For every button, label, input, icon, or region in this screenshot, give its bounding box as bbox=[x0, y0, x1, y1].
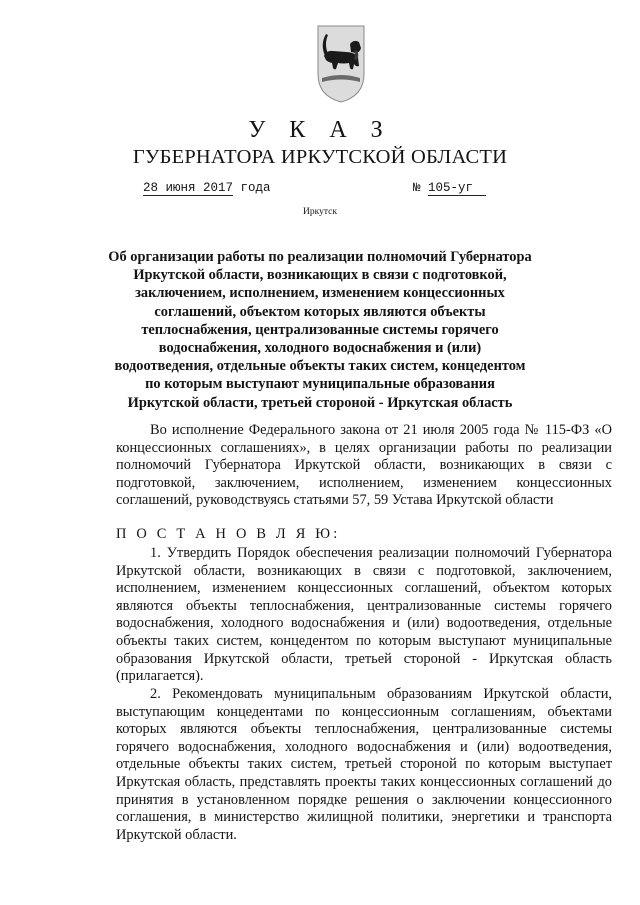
decree-subtitle: ГУБЕРНАТОРА ИРКУТСКОЙ ОБЛАСТИ bbox=[132, 146, 508, 168]
decree-preamble bbox=[116, 422, 612, 510]
decree-place: Иркутск bbox=[303, 207, 337, 217]
decree-item-1 bbox=[116, 545, 612, 686]
item-2-text: 2. Рекомендовать муниципальным образованиям Иркутской области, выступающим концедентами по концессионным соглашениям, объектами которых являются объекты теплоснабжения, централизованные системы горячего водоснабжения, холодного водоснабжения и (или) водоотведения, отдельные объекты таких систем, третьей стороной по которым выступает Иркутская область, представлять проекты таких концессионных соглашений до принятия в установленном порядке решения о заключении концессионного соглашения, в министерство жилищной политики, энергетики и транспорта Иркутской области. bbox=[116, 686, 612, 843]
decree-number: 105-уг bbox=[428, 181, 486, 196]
decree-date-line bbox=[143, 181, 271, 195]
decree-title: У К А З bbox=[248, 117, 392, 143]
decree-number-line bbox=[413, 181, 486, 195]
decree-resolve: П О С Т А Н О В Л Я Ю: bbox=[116, 526, 341, 542]
decree-date: 28 июня 2017 bbox=[143, 181, 234, 195]
item-1-text: 1. Утвердить Порядок обеспечения реализации полномочий Губернатора Иркутской области, возникающих в связи с подготовкой, заключением, исполнением, изменением концессионных соглашений, объектом которых являются объекты теплоснабжения, централизованные системы горячего водоснабжения, холодного водоснабжения и (или) водоотведения, отдельные объекты таких систем, концедентом по которым выступают муниципальные образования Иркутской области, третьей стороной - Иркутская область (прилагается). bbox=[116, 545, 612, 685]
irkutsk-coat-of-arms-icon bbox=[316, 22, 366, 104]
decree-number-prefix: № bbox=[413, 181, 421, 195]
decree-item-2 bbox=[116, 686, 612, 844]
decree-heading: Об организации работы по реализации полномочий Губернатора Иркутской области, возникающих в связи с подготовкой, заключением, исполнением, изменением концессионных соглашений, объектом которых являются объекты теплоснабжения, централизованные системы горячего водоснабжения, холодного водоснабжения и (или) водоотведения, отдельные объекты таких систем, концедентом по которым выступают муниципальные образования Иркутской области, третьей стороной - Иркутская область bbox=[108, 249, 532, 411]
preamble-text: Во исполнение Федерального закона от 21 июля 2005 года № 115-ФЗ «О концессионных соглашениях», в целях организации работы по реализации полномочий Губернатора Иркутской области, возникающих в связи с подготовкой, заключением, исполнением, изменением концессионных соглашений, руководствуясь статьями 57, 59 Устава Иркутской области bbox=[116, 422, 612, 509]
decree-date-suffix: года bbox=[240, 181, 271, 195]
